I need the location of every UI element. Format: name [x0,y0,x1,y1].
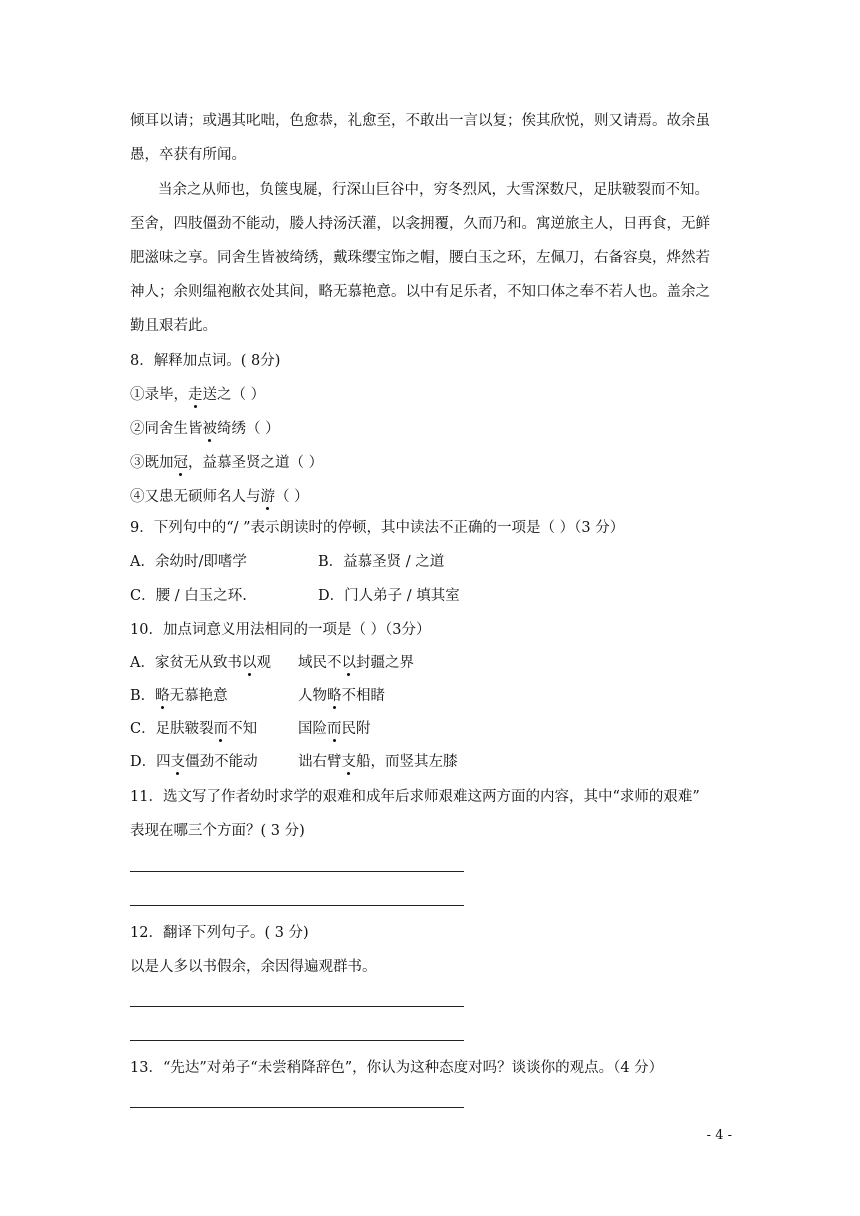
passage-line: 愚，卒获有所闻。 [130,147,246,163]
question-9-option-d: D．门人弟子 / 填其室 [318,588,460,604]
question-10-option-b-right: 人物略不相睹 [298,688,385,704]
answer-line[interactable] [130,905,464,906]
passage-line: 勤且艰若此。 [130,318,217,334]
answer-line[interactable] [130,871,464,872]
answer-line[interactable] [130,1006,464,1007]
passage-line: 倾耳以请；或遇其叱咄，色愈恭，礼愈至，不敢出一言以复；俟其欣悦，则又请焉。故余虽 [130,113,710,129]
dotted-word: 冠 [173,455,188,471]
answer-line[interactable] [130,1040,464,1041]
question-8-item-4: ④又患无硕师名人与游（ ） [130,489,309,505]
question-8-item-3: ③既加冠，益慕圣贤之道（ ） [130,455,324,471]
question-9-option-a: A．余幼时/即嗜学 [130,554,247,570]
dotted-word: 略 [327,688,342,704]
answer-line[interactable] [130,1107,464,1108]
question-11-stem-line-1: 11．选文写了作者幼时求学的艰难和成年后求师艰难这两方面的内容，其中“求师的艰难” [130,789,700,805]
dotted-word: 支 [170,754,186,770]
passage-line: 神人；余则缊袍敝衣处其间，略无慕艳意。以中有足乐者，不知口体之奉不若人也。盖余之 [130,284,710,300]
question-9-option-b: B．益慕圣贤 / 之道 [318,554,445,570]
passage-line: 肥滋味之享。同舍生皆被绮绣，戴珠缨宝饰之帽，腰白玉之环，左佩刀，右备容臭，烨然若 [130,250,710,266]
question-10-option-b-left: B．略无慕艳意 [130,688,228,704]
dotted-word: 游 [260,489,275,505]
dotted-word: 而 [327,721,342,737]
dotted-word: 支 [341,754,356,770]
question-12-sentence: 以是人多以书假余，余因得遍观群书。 [130,959,377,975]
dotted-word: 走 [188,387,203,403]
question-9-stem: 9．下列句中的“/ ”表示朗读时的停顿，其中读法不正确的一项是（ ）（3 分） [130,520,625,536]
question-10-option-a-right: 域民不以封疆之界 [298,655,414,671]
question-8-item-1: ①录毕，走送之（ ） [130,387,266,403]
passage-line: 至舍，四肢僵劲不能动，媵人持汤沃灌，以衾拥覆，久而乃和。寓逆旅主人，日再食，无鲜 [130,216,710,232]
page-number: - 4 - [706,1128,732,1143]
dotted-word: 以 [241,655,257,671]
dotted-word: 略 [155,688,170,704]
question-10-option-d-left: D．四支僵劲不能动 [130,754,258,770]
question-11-stem-line-2: 表现在哪三个方面？( 3 分) [130,823,305,839]
passage-line: 当余之从师也，负箧曳屣，行深山巨谷中，穷冬烈风，大雪深数尺，足肤皲裂而不知。 [158,182,709,198]
question-8-stem: 8．解释加点词。( 8分) [130,353,281,369]
question-10-option-c-right: 国险而民附 [298,721,371,737]
question-10-stem: 10．加点词意义用法相同的一项是（ ）（3分） [130,622,431,638]
question-12-stem: 12．翻译下列句子。( 3 分) [130,925,309,941]
question-13-stem: 13．“先达”对弟子“未尝稍降辞色”，你认为这种态度对吗？谈谈你的观点。（4 分） [130,1060,664,1076]
dotted-word: 以 [341,655,356,671]
question-10-option-c-left: C．足肤皲裂而不知 [130,721,258,737]
question-10-option-a-left: A．家贫无从致书以观 [130,655,271,671]
question-9-option-c: C．腰 / 白玉之环. [130,588,247,604]
question-8-item-2: ②同舍生皆被绮绣（ ） [130,421,280,437]
dotted-word: 被 [202,421,217,437]
question-10-option-d-right: 诎右臂支船，而竖其左膝 [298,754,458,770]
dotted-word: 而 [213,721,229,737]
